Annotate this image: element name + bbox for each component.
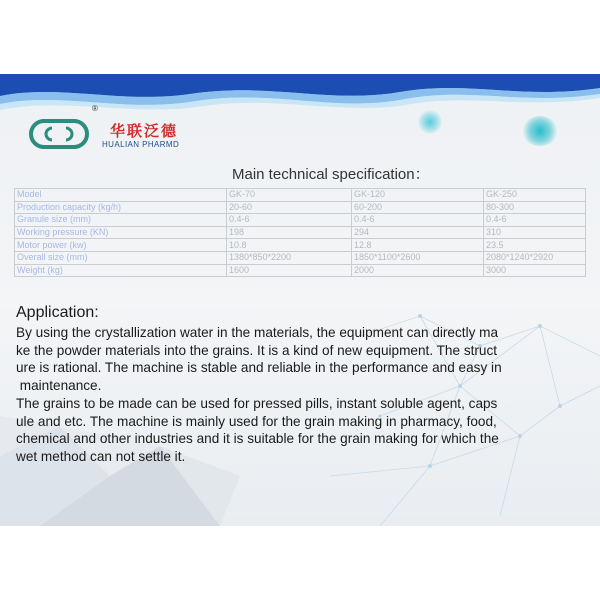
product-sheet	[0, 74, 600, 526]
text-line: wet method can not settle it.	[16, 448, 186, 464]
table-row	[15, 214, 586, 227]
table-cell: 2080*1240*2920	[484, 251, 586, 264]
table-cell: 0.4-6	[484, 214, 586, 227]
column-header: GK-70	[227, 189, 352, 202]
row-label: Working pressure (KN)	[15, 226, 227, 239]
table-cell: 294	[352, 226, 484, 239]
table-cell: 198	[227, 226, 352, 239]
table-cell: 3000	[484, 264, 586, 277]
table-cell: 310	[484, 226, 586, 239]
application-heading: Application:	[16, 304, 99, 321]
spec-table	[14, 188, 586, 277]
table-header-row	[15, 189, 586, 202]
row-label: Granule size (mm)	[15, 214, 227, 227]
brand-name-chinese: 华联泛德	[110, 123, 179, 140]
table-cell: 20-60	[227, 201, 352, 214]
table-cell: 0.4-6	[227, 214, 352, 227]
text-line: ke the powder materials into the grains. It is a kind of new equipment. The struct	[16, 342, 498, 358]
row-label: Production capacity (kg/h)	[15, 201, 227, 214]
text-line: chemical and other industries and it is suitable for the grain making for which the	[16, 431, 499, 447]
table-cell: 2000	[352, 264, 484, 277]
registered-mark: ®	[92, 104, 98, 113]
table-row	[15, 201, 586, 214]
table-cell: 1600	[227, 264, 352, 277]
row-label: Motor power (kw)	[15, 239, 227, 252]
table-cell: 1850*1100*2600	[352, 251, 484, 264]
table-row	[15, 239, 586, 252]
accent-dot	[418, 110, 442, 134]
column-header: GK-120	[352, 189, 484, 202]
text-line: ule and etc. The machine is mainly used for the grain making in pharmacy, food,	[16, 413, 497, 429]
table-cell: 60-200	[352, 201, 484, 214]
row-label: Weight (kg)	[15, 264, 227, 277]
table-row	[15, 264, 586, 277]
table-cell: 0.4-6	[352, 214, 484, 227]
accent-dot	[522, 116, 558, 146]
top-wave-banner	[0, 74, 600, 114]
text-line: ure is rational. The machine is stable and reliable in the performance and easy in	[16, 360, 502, 376]
table-cell: 80-300	[484, 201, 586, 214]
row-label: Overall size (mm)	[15, 251, 227, 264]
table-cell: 12.8	[352, 239, 484, 252]
table-cell: 1380*850*2200	[227, 251, 352, 264]
table-row	[15, 226, 586, 239]
spec-title: Main technical specification：	[232, 166, 430, 183]
text-line: maintenance.	[16, 378, 102, 394]
table-cell: 23.5	[484, 239, 586, 252]
application-text	[16, 324, 594, 466]
text-line: The grains to be made can be used for pressed pills, instant soluble agent, caps	[16, 395, 498, 411]
table-row	[15, 251, 586, 264]
company-logo	[18, 116, 100, 152]
brand-name-english: HUALIAN PHARMD	[102, 140, 180, 149]
text-line: By using the crystallization water in the materials, the equipment can directly ma	[16, 325, 499, 340]
column-header: Model	[15, 189, 227, 202]
column-header: GK-250	[484, 189, 586, 202]
table-cell: 10.8	[227, 239, 352, 252]
